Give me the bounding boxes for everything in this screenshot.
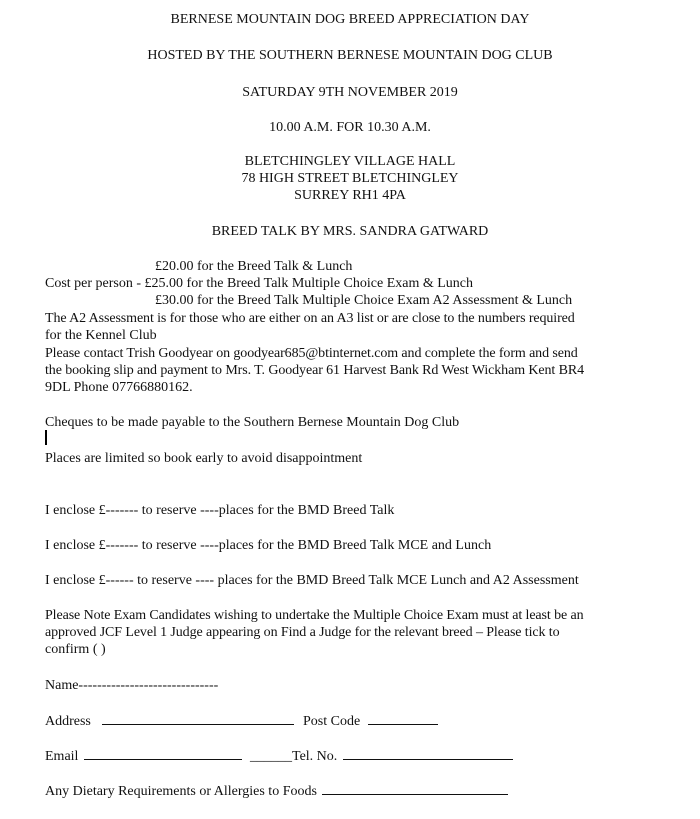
name-field[interactable]: Name------------------------------: [45, 678, 219, 693]
address-row: [45, 712, 294, 730]
tel-row: [250, 747, 513, 765]
tel-label: Tel. No.: [292, 749, 338, 764]
a2-info-line-1: The A2 Assessment is for those who are either on an A3 list or are close to the numbers required: [45, 311, 575, 326]
contact-line-1: Please contact Trish Goodyear on goodyear685@btinternet.com and complete the form and send: [45, 346, 578, 361]
places-limited-line: Places are limited so book early to avoid disappointment: [45, 451, 363, 466]
event-time: 10.00 A.M. FOR 10.30 A.M.: [269, 120, 431, 135]
note-line-1: Please Note Exam Candidates wishing to undertake the Multiple Choice Exam must at least be an: [45, 608, 584, 623]
dietary-label: Any Dietary Requirements or Allergies to Foods: [45, 784, 317, 799]
email-label: Email: [45, 749, 79, 764]
email-row: [45, 747, 242, 765]
address-label: Address: [45, 714, 91, 729]
enclose-line-1[interactable]: I enclose £------- to reserve ----places for the BMD Breed Talk: [45, 503, 395, 518]
dietary-row: [45, 782, 508, 800]
enclose-line-2[interactable]: I enclose £------- to reserve ----places for the BMD Breed Talk MCE and Lunch: [45, 538, 492, 553]
note-line-2: approved JCF Level 1 Judge appearing on Find a Judge for the relevant breed – Please tick to: [45, 625, 560, 640]
a2-info-line-2: for the Kennel Club: [45, 328, 157, 343]
cost-line-2: Cost per person - £25.00 for the Breed Talk Multiple Choice Exam & Lunch: [45, 276, 474, 291]
postcode-label: Post Code: [303, 714, 361, 729]
tel-prefix-blank: ______: [250, 749, 292, 764]
email-field[interactable]: [84, 747, 242, 760]
text-cursor: [45, 430, 47, 445]
cost-line-3: £30.00 for the Breed Talk Multiple Choice Exam A2 Assessment & Lunch: [155, 293, 573, 308]
breed-talk-line: BREED TALK BY MRS. SANDRA GATWARD: [211, 224, 489, 239]
postcode-field[interactable]: [368, 712, 438, 725]
venue-line-3: SURREY RH1 4PA: [294, 188, 406, 203]
address-field[interactable]: [102, 712, 294, 725]
venue-line-1: BLETCHINGLEY VILLAGE HALL: [244, 154, 456, 169]
dietary-field[interactable]: [322, 782, 508, 795]
venue-line-2: 78 HIGH STREET BLETCHINGLEY: [241, 171, 459, 186]
contact-line-2: the booking slip and payment to Mrs. T. Goodyear 61 Harvest Bank Rd West Wickham Kent BR4: [45, 363, 584, 378]
confirm-tick[interactable]: confirm ( ): [45, 642, 106, 657]
document-title: BERNESE MOUNTAIN DOG BREED APPRECIATION DAY: [170, 12, 530, 27]
host-line: HOSTED BY THE SOUTHERN BERNESE MOUNTAIN DOG CLUB: [147, 48, 553, 63]
contact-line-3: 9DL Phone 07766880162.: [45, 380, 193, 395]
enclose-line-3[interactable]: I enclose £------ to reserve ---- places for the BMD Breed Talk MCE Lunch and A2 Assessment: [45, 573, 579, 588]
cheques-line: Cheques to be made payable to the Southern Bernese Mountain Dog Club: [45, 415, 460, 430]
postcode-row: [303, 712, 438, 730]
tel-field[interactable]: [343, 747, 513, 760]
cost-line-1: £20.00 for the Breed Talk & Lunch: [155, 259, 353, 274]
event-date: SATURDAY 9TH NOVEMBER 2019: [242, 85, 458, 100]
